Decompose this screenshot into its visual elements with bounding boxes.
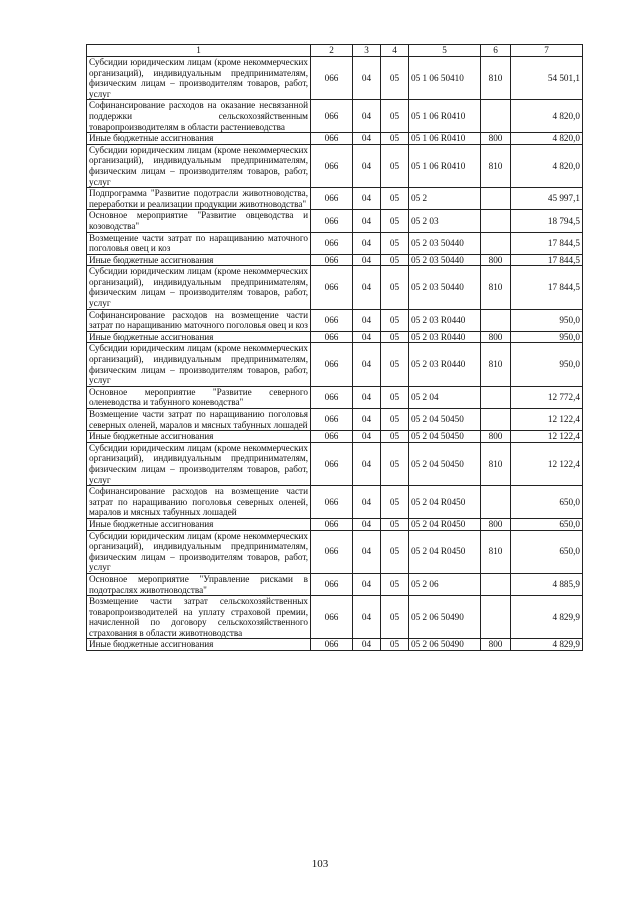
expense-type-cell — [481, 309, 511, 331]
expense-type-cell: 800 — [481, 331, 511, 343]
amount-cell: 950,0 — [511, 309, 583, 331]
amount-cell: 18 794,5 — [511, 210, 583, 232]
expense-type-cell — [481, 386, 511, 408]
ministry-code-cell: 066 — [311, 331, 353, 343]
column-header: 2 — [311, 45, 353, 57]
section-code-cell: 04 — [353, 133, 381, 145]
amount-cell: 45 997,1 — [511, 188, 583, 210]
column-header: 3 — [353, 45, 381, 57]
ministry-code-cell: 066 — [311, 309, 353, 331]
expense-type-cell — [481, 100, 511, 133]
expense-type-cell: 810 — [481, 266, 511, 309]
target-article-cell: 05 2 03 — [409, 210, 481, 232]
table-row — [87, 530, 583, 573]
column-header: 4 — [381, 45, 409, 57]
target-article-cell: 05 2 04 R0450 — [409, 530, 481, 573]
ministry-code-cell: 066 — [311, 232, 353, 254]
page-number: 103 — [311, 858, 329, 870]
ministry-code-cell: 066 — [311, 100, 353, 133]
item-name-cell: Подпрограмма "Развитие подотрасли животноводства, переработки и реализации продукции животноводства" — [87, 188, 311, 210]
section-code-cell: 04 — [353, 331, 381, 343]
amount-cell: 650,0 — [511, 530, 583, 573]
section-code-cell: 04 — [353, 596, 381, 639]
column-number-row — [87, 45, 583, 57]
item-name-cell: Возмещение части затрат по наращиванию поголовья северных оленей, маралов и мясных табунных лошадей — [87, 409, 311, 431]
target-article-cell: 05 2 03 50440 — [409, 254, 481, 266]
subsection-code-cell: 05 — [381, 100, 409, 133]
expense-type-cell — [481, 409, 511, 431]
expense-type-cell — [481, 596, 511, 639]
table-row — [87, 431, 583, 443]
expense-type-cell: 800 — [481, 639, 511, 651]
target-article-cell: 05 2 06 — [409, 573, 481, 595]
table-row — [87, 331, 583, 343]
expense-type-cell: 810 — [481, 144, 511, 187]
ministry-code-cell: 066 — [311, 188, 353, 210]
subsection-code-cell: 05 — [381, 57, 409, 100]
item-name-cell: Иные бюджетные ассигнования — [87, 431, 311, 443]
section-code-cell: 04 — [353, 100, 381, 133]
target-article-cell: 05 2 04 50450 — [409, 442, 481, 485]
item-name-cell: Субсидии юридическим лицам (кроме некоммерческих организаций), индивидуальным предпринимателям, физическим лицам – производителям товаров, работ, услуг — [87, 144, 311, 187]
target-article-cell: 05 2 06 50490 — [409, 596, 481, 639]
subsection-code-cell: 05 — [381, 518, 409, 530]
section-code-cell: 04 — [353, 144, 381, 187]
table-row — [87, 188, 583, 210]
amount-cell: 12 122,4 — [511, 442, 583, 485]
item-name-cell: Софинансирование расходов на возмещение части затрат по наращиванию маточного поголовья овец и коз — [87, 309, 311, 331]
target-article-cell: 05 2 04 50450 — [409, 409, 481, 431]
item-name-cell: Субсидии юридическим лицам (кроме некоммерческих организаций), индивидуальным предпринимателям, физическим лицам – производителям товаров, работ, услуг — [87, 343, 311, 386]
target-article-cell: 05 2 04 R0450 — [409, 518, 481, 530]
ministry-code-cell: 066 — [311, 254, 353, 266]
section-code-cell: 04 — [353, 309, 381, 331]
ministry-code-cell: 066 — [311, 639, 353, 651]
subsection-code-cell: 05 — [381, 232, 409, 254]
subsection-code-cell: 05 — [381, 188, 409, 210]
section-code-cell: 04 — [353, 343, 381, 386]
ministry-code-cell: 066 — [311, 386, 353, 408]
item-name-cell: Иные бюджетные ассигнования — [87, 133, 311, 145]
ministry-code-cell: 066 — [311, 343, 353, 386]
ministry-code-cell: 066 — [311, 144, 353, 187]
column-header: 1 — [87, 45, 311, 57]
subsection-code-cell: 05 — [381, 639, 409, 651]
section-code-cell: 04 — [353, 518, 381, 530]
table-row — [87, 573, 583, 595]
item-name-cell: Субсидии юридическим лицам (кроме некоммерческих организаций), индивидуальным предпринимателям, физическим лицам – производителям товаров, работ, услуг — [87, 57, 311, 100]
target-article-cell: 05 2 04 50450 — [409, 431, 481, 443]
column-header: 6 — [481, 45, 511, 57]
target-article-cell: 05 1 06 R0410 — [409, 133, 481, 145]
target-article-cell: 05 2 — [409, 188, 481, 210]
item-name-cell: Субсидии юридическим лицам (кроме некоммерческих организаций), индивидуальным предпринимателям, физическим лицам – производителям товаров, работ, услуг — [87, 442, 311, 485]
amount-cell: 17 844,5 — [511, 266, 583, 309]
subsection-code-cell: 05 — [381, 133, 409, 145]
table-row — [87, 100, 583, 133]
target-article-cell: 05 1 06 50410 — [409, 57, 481, 100]
section-code-cell: 04 — [353, 639, 381, 651]
ministry-code-cell: 066 — [311, 431, 353, 443]
target-article-cell: 05 1 06 R0410 — [409, 100, 481, 133]
table-row — [87, 254, 583, 266]
subsection-code-cell: 05 — [381, 409, 409, 431]
amount-cell: 4 829,9 — [511, 596, 583, 639]
section-code-cell: 04 — [353, 57, 381, 100]
target-article-cell: 05 2 03 R0440 — [409, 309, 481, 331]
expense-type-cell: 800 — [481, 518, 511, 530]
section-code-cell: 04 — [353, 266, 381, 309]
subsection-code-cell: 05 — [381, 442, 409, 485]
item-name-cell: Софинансирование расходов на возмещение части затрат по наращиванию поголовья северных оленей, маралов и мясных табунных лошадей — [87, 486, 311, 519]
ministry-code-cell: 066 — [311, 210, 353, 232]
section-code-cell: 04 — [353, 386, 381, 408]
table-row — [87, 596, 583, 639]
expense-type-cell: 800 — [481, 254, 511, 266]
target-article-cell: 05 2 04 — [409, 386, 481, 408]
target-article-cell: 05 2 06 50490 — [409, 639, 481, 651]
subsection-code-cell: 05 — [381, 343, 409, 386]
expense-type-cell: 810 — [481, 442, 511, 485]
ministry-code-cell: 066 — [311, 573, 353, 595]
item-name-cell: Возмещение части затрат сельскохозяйственных товаропроизводителей на уплату страховой премии, начисленной по договору сельскохозяйственного страхования в области животноводства — [87, 596, 311, 639]
table-row — [87, 266, 583, 309]
amount-cell: 17 844,5 — [511, 232, 583, 254]
table-row — [87, 144, 583, 187]
item-name-cell: Субсидии юридическим лицам (кроме некоммерческих организаций), индивидуальным предпринимателям, физическим лицам – производителям товаров, работ, услуг — [87, 266, 311, 309]
column-header: 7 — [511, 45, 583, 57]
table-row — [87, 343, 583, 386]
ministry-code-cell: 066 — [311, 518, 353, 530]
ministry-code-cell: 066 — [311, 596, 353, 639]
amount-cell: 54 501,1 — [511, 57, 583, 100]
subsection-code-cell: 05 — [381, 309, 409, 331]
table-row — [87, 409, 583, 431]
table-row — [87, 386, 583, 408]
subsection-code-cell: 05 — [381, 331, 409, 343]
section-code-cell: 04 — [353, 188, 381, 210]
item-name-cell: Иные бюджетные ассигнования — [87, 639, 311, 651]
item-name-cell: Иные бюджетные ассигнования — [87, 254, 311, 266]
subsection-code-cell: 05 — [381, 486, 409, 519]
table-row — [87, 518, 583, 530]
budget-table — [86, 44, 583, 651]
subsection-code-cell: 05 — [381, 266, 409, 309]
item-name-cell: Иные бюджетные ассигнования — [87, 518, 311, 530]
section-code-cell: 04 — [353, 431, 381, 443]
amount-cell: 12 122,4 — [511, 431, 583, 443]
ministry-code-cell: 066 — [311, 530, 353, 573]
subsection-code-cell: 05 — [381, 254, 409, 266]
table-row — [87, 486, 583, 519]
ministry-code-cell: 066 — [311, 133, 353, 145]
target-article-cell: 05 2 03 50440 — [409, 266, 481, 309]
amount-cell: 12 122,4 — [511, 409, 583, 431]
section-code-cell: 04 — [353, 486, 381, 519]
amount-cell: 4 829,9 — [511, 639, 583, 651]
amount-cell: 12 772,4 — [511, 386, 583, 408]
target-article-cell: 05 2 03 R0440 — [409, 343, 481, 386]
expense-type-cell: 810 — [481, 343, 511, 386]
item-name-cell: Основное мероприятие "Развитие овцеводства и козоводства" — [87, 210, 311, 232]
amount-cell: 17 844,5 — [511, 254, 583, 266]
amount-cell: 4 885,9 — [511, 573, 583, 595]
column-header: 5 — [409, 45, 481, 57]
expense-type-cell: 810 — [481, 57, 511, 100]
subsection-code-cell: 05 — [381, 431, 409, 443]
subsection-code-cell: 05 — [381, 386, 409, 408]
table-row — [87, 442, 583, 485]
expense-type-cell — [481, 188, 511, 210]
section-code-cell: 04 — [353, 409, 381, 431]
subsection-code-cell: 05 — [381, 530, 409, 573]
ministry-code-cell: 066 — [311, 266, 353, 309]
amount-cell: 4 820,0 — [511, 133, 583, 145]
table-row — [87, 309, 583, 331]
expense-type-cell: 800 — [481, 133, 511, 145]
ministry-code-cell: 066 — [311, 409, 353, 431]
table-row — [87, 232, 583, 254]
target-article-cell: 05 2 03 R0440 — [409, 331, 481, 343]
table-row — [87, 210, 583, 232]
expense-type-cell — [481, 486, 511, 519]
table-body — [87, 57, 583, 651]
item-name-cell: Возмещение части затрат по наращиванию маточного поголовья овец и коз — [87, 232, 311, 254]
expense-type-cell — [481, 232, 511, 254]
section-code-cell: 04 — [353, 442, 381, 485]
section-code-cell: 04 — [353, 530, 381, 573]
amount-cell: 4 820,0 — [511, 100, 583, 133]
item-name-cell: Субсидии юридическим лицам (кроме некоммерческих организаций), индивидуальным предпринимателям, физическим лицам – производителям товаров, работ, услуг — [87, 530, 311, 573]
section-code-cell: 04 — [353, 573, 381, 595]
section-code-cell: 04 — [353, 232, 381, 254]
subsection-code-cell: 05 — [381, 144, 409, 187]
amount-cell: 950,0 — [511, 343, 583, 386]
expense-type-cell: 800 — [481, 431, 511, 443]
item-name-cell: Софинансирование расходов на оказание несвязанной поддержки сельскохозяйственным товаропроизводителям в области растениеводства — [87, 100, 311, 133]
table-row — [87, 57, 583, 100]
item-name-cell: Основное мероприятие "Развитие северного оленеводства и табунного коневодства" — [87, 386, 311, 408]
amount-cell: 650,0 — [511, 486, 583, 519]
subsection-code-cell: 05 — [381, 210, 409, 232]
section-code-cell: 04 — [353, 254, 381, 266]
amount-cell: 650,0 — [511, 518, 583, 530]
section-code-cell: 04 — [353, 210, 381, 232]
target-article-cell: 05 1 06 R0410 — [409, 144, 481, 187]
expense-type-cell — [481, 573, 511, 595]
subsection-code-cell: 05 — [381, 573, 409, 595]
item-name-cell: Иные бюджетные ассигнования — [87, 331, 311, 343]
amount-cell: 950,0 — [511, 331, 583, 343]
target-article-cell: 05 2 03 50440 — [409, 232, 481, 254]
subsection-code-cell: 05 — [381, 596, 409, 639]
table-row — [87, 639, 583, 651]
amount-cell: 4 820,0 — [511, 144, 583, 187]
expense-type-cell — [481, 210, 511, 232]
table-row — [87, 133, 583, 145]
ministry-code-cell: 066 — [311, 486, 353, 519]
item-name-cell: Основное мероприятие "Управление рисками в подотраслях животноводства" — [87, 573, 311, 595]
target-article-cell: 05 2 04 R0450 — [409, 486, 481, 519]
ministry-code-cell: 066 — [311, 57, 353, 100]
ministry-code-cell: 066 — [311, 442, 353, 485]
expense-type-cell: 810 — [481, 530, 511, 573]
